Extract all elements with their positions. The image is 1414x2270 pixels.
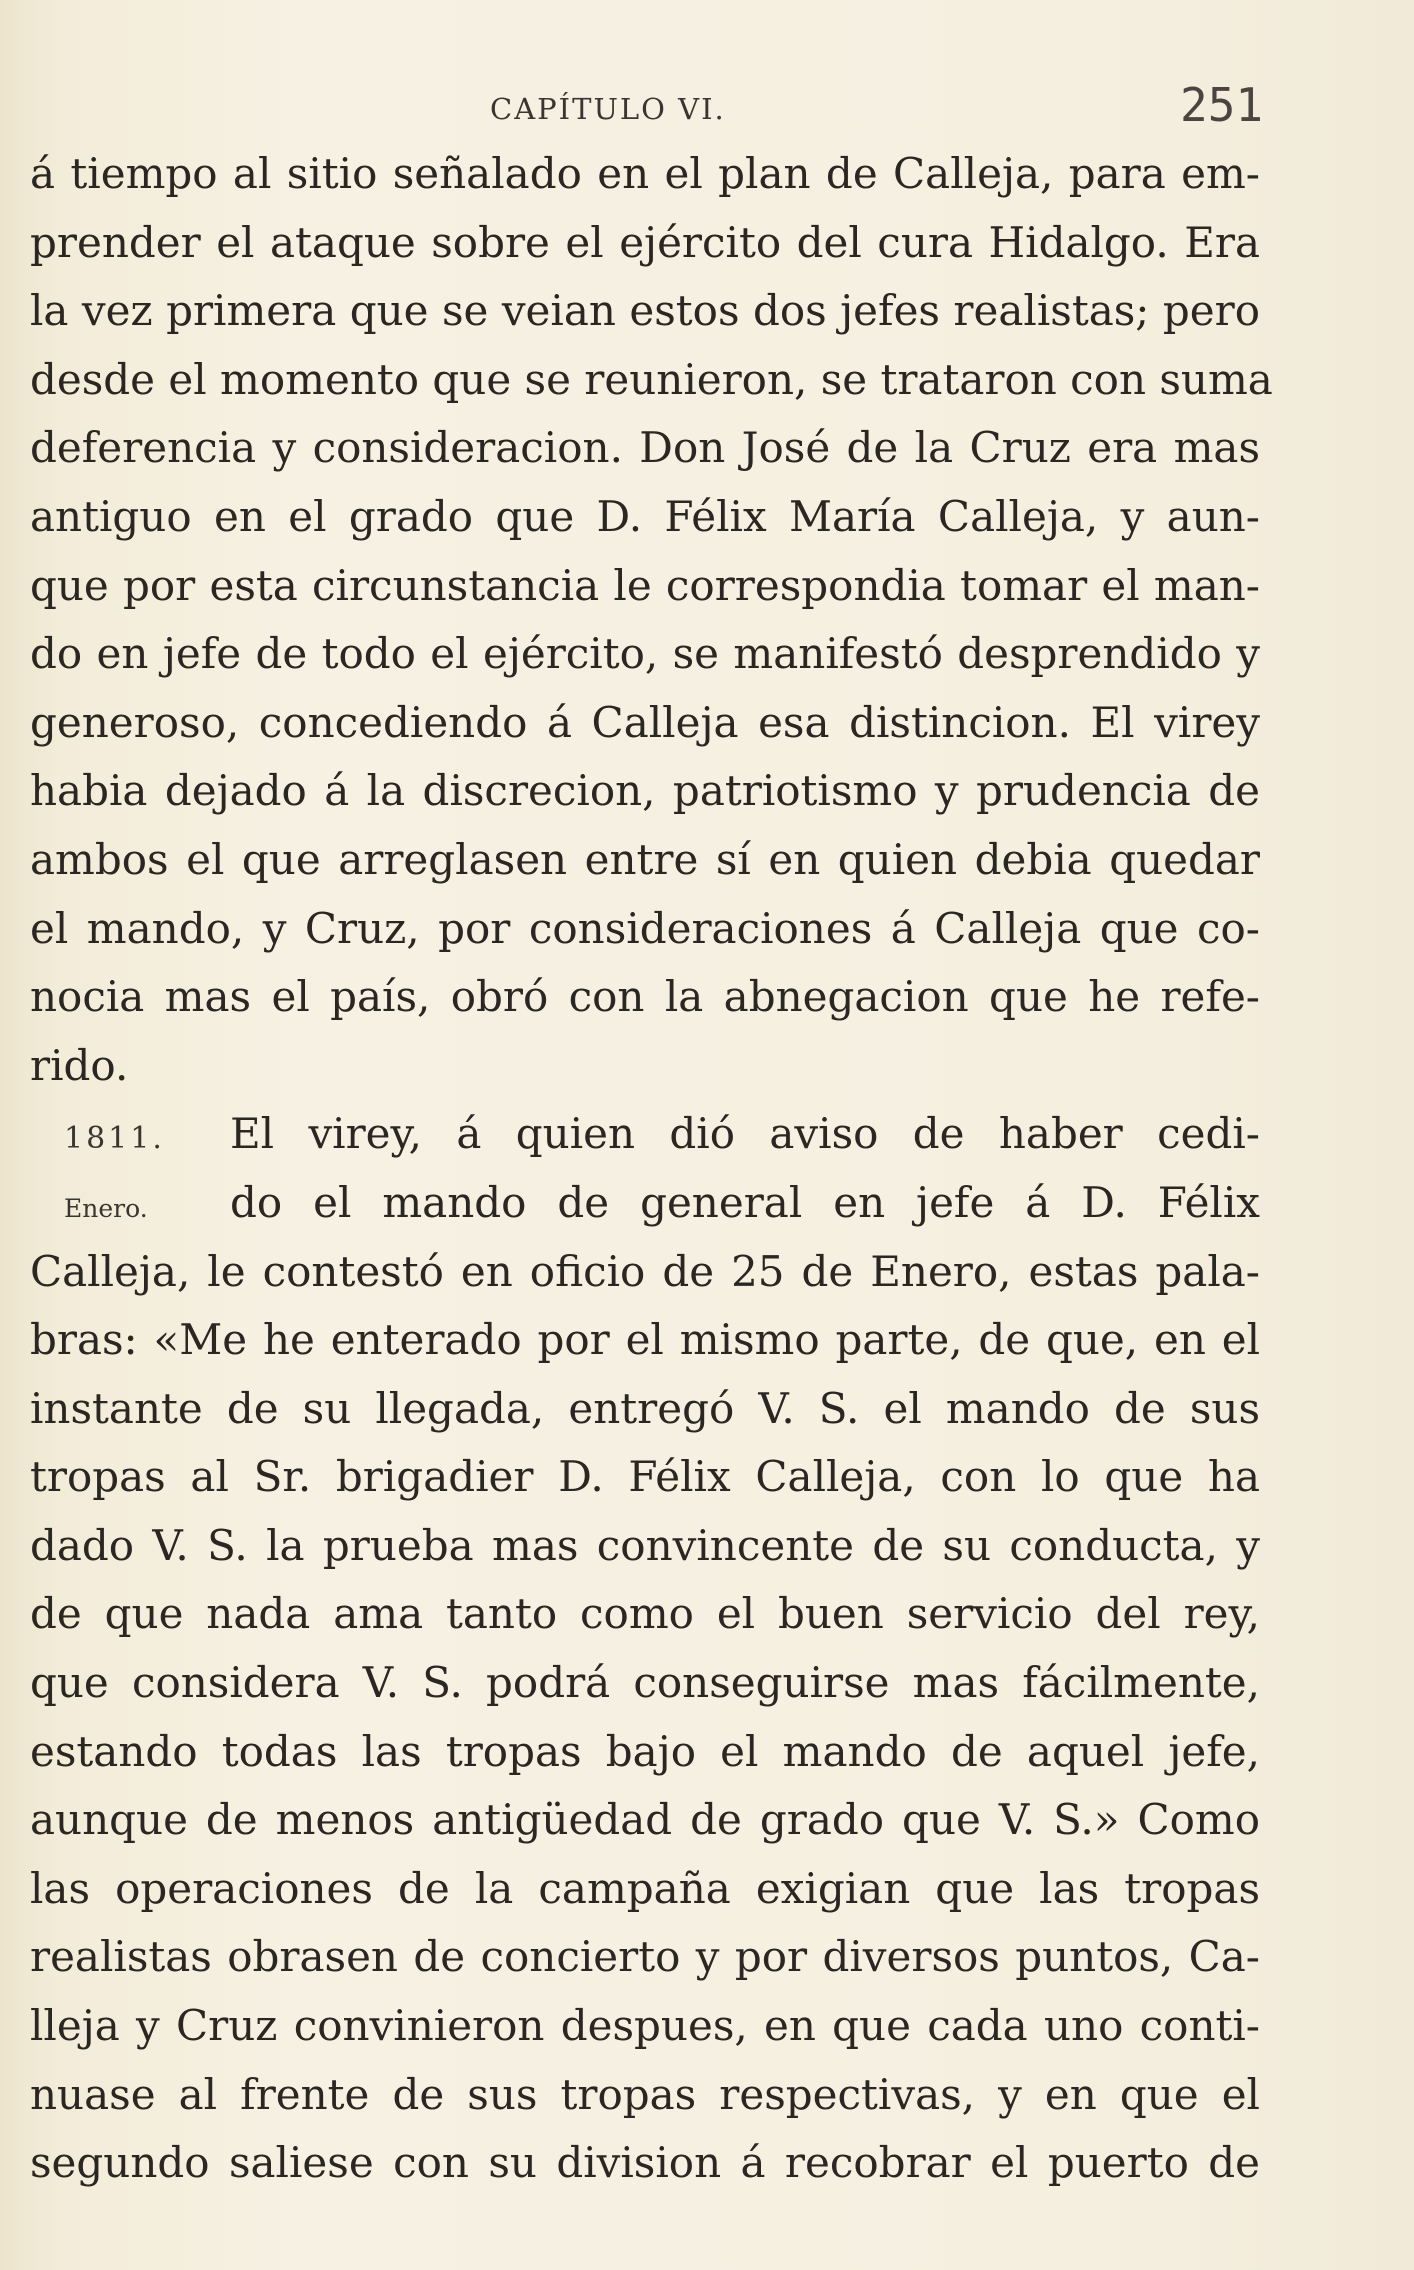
page-header [0,78,1414,138]
text-line: estando todas las tropas bajo el mando de aquel jefe, [30,1726,1260,1776]
text-line: Calleja, le contestó en oficio de 25 de Enero, estas pala- [30,1246,1260,1296]
text-line: desde el momento que se reunieron, se trataron con suma [30,354,1273,404]
text-line: deferencia y consideracion. Don José de la Cruz era mas [30,423,1260,473]
text-line: segundo saliese con su division á recobrar el puerto de [30,2138,1260,2188]
text-line: que por esta circunstancia le correspondia tomar el man- [30,560,1260,610]
marginal-month: Enero. [64,1193,148,1223]
text-line: bras: «Me he enterado por el mismo parte, de que, en el [30,1315,1260,1365]
text-line: la vez primera que se veian estos dos jefes realistas; pero [30,286,1260,336]
text-line: nuase al frente de sus tropas respectivas, y en que el [30,2069,1260,2119]
page-number: 251 [1180,78,1264,132]
text-line: nocia mas el país, obró con la abnegacion que he refe- [30,972,1260,1022]
text-line: do el mando de general en jefe á D. Félix [230,1177,1260,1227]
text-line: dado V. S. la prueba mas convincente de su conducta, y [30,1520,1260,1570]
text-line: á tiempo al sitio señalado en el plan de Calleja, para em- [30,149,1260,198]
text-line: realistas obrasen de concierto y por diversos puntos, Ca- [30,1932,1260,1982]
marginal-line [30,1100,1260,1169]
text-line: do en jefe de todo el ejército, se manifestó desprendido y [30,629,1260,679]
text-line: que considera V. S. podrá conseguirse mas fácilmente, [30,1658,1260,1708]
text-line: habia dejado á la discrecion, patriotismo y prudencia de [30,766,1260,816]
text-line: generoso, concediendo á Calleja esa distincion. El virey [30,697,1260,747]
marginal-line [30,1169,1260,1238]
text-line: rido. [30,1040,129,1090]
text-line: aunque de menos antigüedad de grado que V. S.» Como [30,1795,1260,1845]
text-line: ambos el que arreglasen entre sí en quien debia quedar [30,834,1260,884]
text-line: prender el ataque sobre el ejército del cura Hidalgo. Era [30,217,1260,267]
marginal-note-month [30,1169,230,1238]
running-head: CAPÍTULO VI. [490,92,726,126]
text-line: instante de su llegada, entregó V. S. el mando de sus [30,1383,1260,1433]
text-line: tropas al Sr. brigadier D. Félix Calleja, con lo que ha [30,1452,1260,1502]
text-line: de que nada ama tanto como el buen servicio del rey, [30,1589,1260,1639]
body-text [30,140,1273,2198]
text-line: El virey, á quien dió aviso de haber cedi- [230,1109,1260,1159]
text-line: lleja y Cruz convinieron despues, en que cada uno conti- [30,2001,1260,2051]
marginal-note-year [30,1100,230,1169]
text-line: las operaciones de la campaña exigian que las tropas [30,1863,1260,1913]
marginal-year: 1811. [64,1121,165,1157]
text-line: antiguo en el grado que D. Félix María Calleja, y aun- [30,491,1260,541]
text-line: el mando, y Cruz, por consideraciones á Calleja que co- [30,903,1260,953]
